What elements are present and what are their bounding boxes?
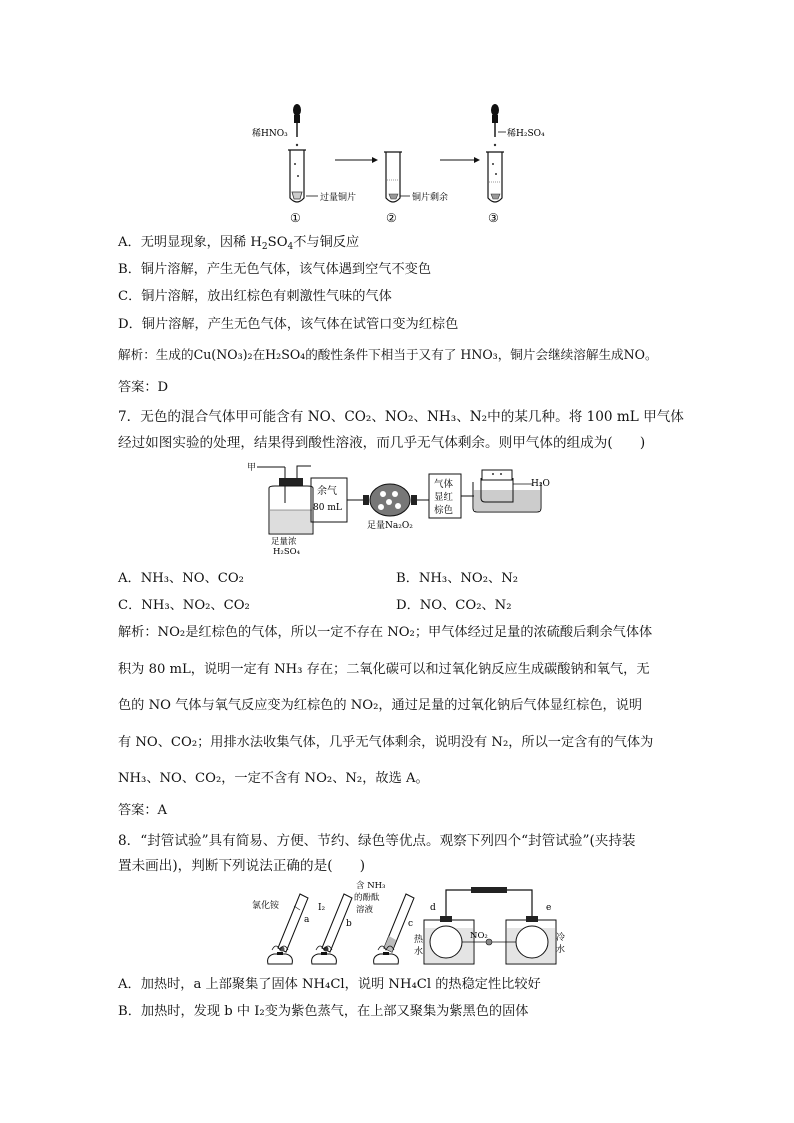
label-d: d <box>430 903 436 913</box>
box-remaining-gas <box>311 478 347 522</box>
q7-analysis-line-1: 解析：NO₂是红棕色的气体，所以一定不存在 NO₂；甲气体经过足量的浓硫酸后剩余气体体 <box>118 625 653 640</box>
q6-option-c: C．铜片溶解，放出红棕色有刺激性气味的气体 <box>118 289 392 304</box>
test-tube-1 <box>288 150 306 202</box>
label-dilute-h2so4: 稀H₂SO₄ <box>507 129 545 139</box>
label-step-1: ① <box>290 211 301 225</box>
dropper-icon <box>293 104 301 146</box>
q7-option-c: C．NH₃、NO₂、CO₂ <box>118 598 250 613</box>
q7-option-d: D．NO、CO₂、N₂ <box>396 598 512 613</box>
label-cold-water-1: 冷 <box>556 933 566 943</box>
label-e: e <box>546 903 552 913</box>
label-acid-line-2: H₂SO₄ <box>273 547 301 557</box>
label-b: b <box>346 919 352 929</box>
arrow-right-icon <box>440 157 480 163</box>
q7-option-a: A．NH₃、NO、CO₂ <box>118 571 244 586</box>
label-nh4cl: 氯化铵 <box>252 901 280 911</box>
label-jia: 甲 <box>247 463 257 473</box>
label-hot-water-2: 水 <box>414 947 424 957</box>
label-no2: NO₂ <box>470 931 488 941</box>
label-copper-remaining: 铜片剩余 <box>412 193 449 203</box>
test-tube-2 <box>384 152 402 202</box>
water-trough <box>461 470 541 512</box>
q6-option-a: A．无明显现象，因稀 $H_2SO_4$不与铜反应 <box>118 235 360 252</box>
q7-analysis-line-5: NH₃、NO、CO₂，一定不含有 NO₂、N₂，故选 A。 <box>118 771 429 786</box>
label-remaining-gas: 余气 <box>317 486 337 497</box>
q7-analysis-line-3: 色的 NO 气体与氧气反应变为红棕色的 NO₂，通过足量的过氧化钠后气体显红棕色，说明 <box>118 698 643 713</box>
label-step-3: ③ <box>488 211 499 225</box>
flask-apparatus <box>424 887 556 964</box>
label-volume: 80 mL <box>313 503 342 513</box>
arrow-right-icon <box>335 157 378 163</box>
figure-sealed-tubes <box>246 880 566 968</box>
label-dilute-hno3: 稀HNO₃ <box>252 129 288 139</box>
q7-stem-line-1: 7．无色的混合气体甲可能含有 NO、CO₂、NO₂、NH₃、N₂中的某几种。将 100 mL 甲气体 <box>118 409 684 425</box>
figure-gas-apparatus <box>245 458 565 558</box>
label-a: a <box>304 915 310 925</box>
figure-copper-tubes <box>240 100 570 228</box>
label-gas-line-3: 棕色 <box>434 505 454 516</box>
q6-option-b: B．铜片溶解，产生无色气体，该气体遇到空气不变色 <box>118 262 432 277</box>
q8-stem-line-1: 8．“封管试验”具有简易、方便、节约、绿色等优点。观察下列四个“封管试验”(夹持装 <box>118 833 636 849</box>
label-indicator-line-3: 溶液 <box>356 905 374 915</box>
label-excess-copper: 过量铜片 <box>320 193 357 203</box>
q6-option-d: D．铜片溶解，产生无色气体，该气体在试管口变为红棕色 <box>118 317 459 332</box>
q7-analysis-line-4: 有 NO、CO₂；用排水法收集气体，几乎无气体剩余，说明没有 N₂，所以一定含有的气体为 <box>118 735 654 750</box>
wash-bottle <box>269 466 313 534</box>
label-gas-line-1: 气体 <box>434 479 454 490</box>
label-gas-line-2: 显红 <box>434 492 454 503</box>
q7-option-b: B．NH₃、NO₂、N₂ <box>396 571 519 586</box>
label-indicator-line-2: 的酚酞 <box>354 893 380 903</box>
label-indicator-line-1: 含 NH₃ <box>356 881 386 891</box>
na2o2-tube <box>347 484 429 516</box>
label-acid-line-1: 足量浓 <box>271 537 297 547</box>
q7-answer: 答案：A <box>118 803 168 818</box>
q8-option-b: B．加热时，发现 b 中 I₂变为紫色蒸气，在上部又聚集为紫黑色的固体 <box>118 1004 529 1019</box>
q8-option-a: A．加热时，a 上部聚集了固体 NH₄Cl，说明 NH₄Cl 的热稳定性比较好 <box>118 977 541 992</box>
label-i2: I₂ <box>318 903 326 913</box>
q8-stem-line-2: 置未画出)，判断下列说法正确的是( ) <box>118 858 366 874</box>
q6-answer: 答案：D <box>118 380 169 395</box>
label-water: H₂O <box>531 479 550 489</box>
q6-analysis: 解析：生成的Cu(NO₃)₂在H₂SO₄的酸性条件下相当于又有了 HNO₃，铜片会继续溶解生成NO。 <box>118 347 658 362</box>
label-step-2: ② <box>386 211 397 225</box>
test-tube-3 <box>486 152 504 202</box>
q7-stem-line-2: 经过如图实验的处理，结果得到酸性溶液，而几乎无气体剩余。则甲气体的组成为( ) <box>118 435 646 451</box>
label-c: c <box>408 919 414 929</box>
label-cold-water-2: 水 <box>556 945 566 955</box>
q7-analysis-line-2: 积为 80 mL，说明一定有 NH₃ 存在；二氧化碳可以和过氧化钠反应生成碳酸钠和氧气，无 <box>118 662 650 677</box>
label-na2o2: 足量Na₂O₂ <box>367 521 413 531</box>
dropper-icon <box>491 104 499 146</box>
label-hot-water-1: 热 <box>414 935 424 945</box>
